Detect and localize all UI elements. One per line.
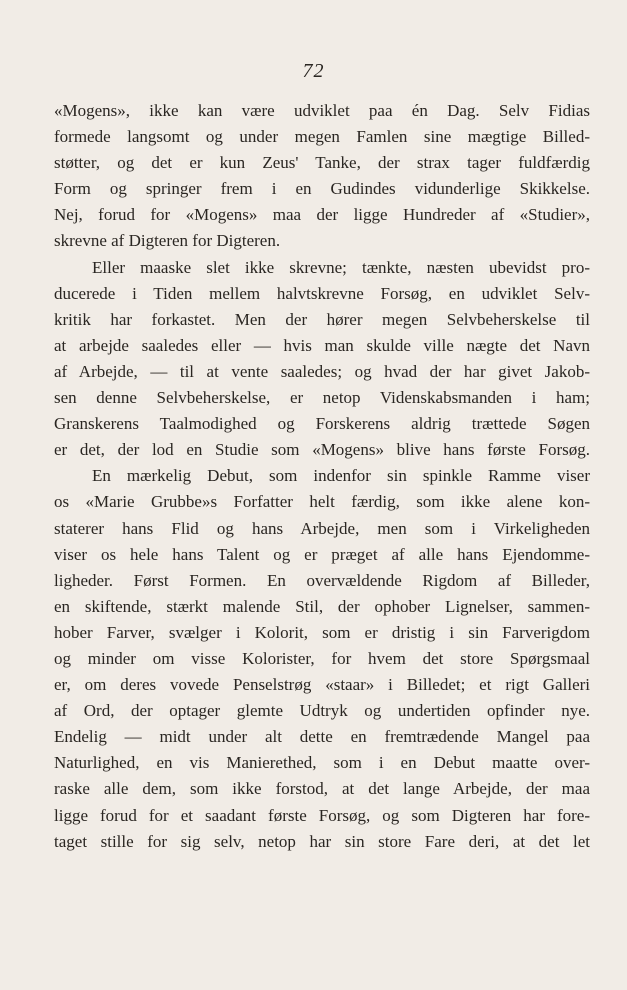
text-line: af Ord, der optager glemte Udtryk og undertiden opfinder nye. — [54, 701, 590, 721]
text-line: skrevne af Digteren for Digteren. — [54, 231, 281, 251]
text-line: taget stille for sig selv, netop har sin store Fare deri, at det let — [54, 831, 590, 851]
text-line: en skiftende, stærkt malende Stil, der ophober Lignelser, sammen- — [54, 596, 590, 616]
text-line: hober Farver, svælger i Kolorit, som er dristig i sin Farverigdom — [54, 622, 590, 642]
text-line: staterer hans Flid og hans Arbejde, men som i Virkeligheden — [54, 518, 590, 538]
text-line: os «Marie Grubbe»s Forfatter helt færdig, som ikke alene kon- — [54, 492, 590, 512]
text-line: ducerede i Tiden mellem halvtskrevne Forsøg, en udviklet Selv- — [54, 283, 590, 303]
text-line: ligheder. Først Formen. En overvældende Rigdom af Billeder, — [54, 570, 590, 590]
page-number: 72 — [302, 60, 325, 82]
text-line: støtter, og det er kun Zeus' Tanke, der strax tager fuldfærdig — [54, 153, 590, 173]
text-line: Form og springer frem i en Gudindes vidunderlige Skikkelse. — [54, 179, 590, 199]
text-line: Granskerens Taalmodighed og Forskerens aldrig trættede Søgen — [54, 414, 590, 434]
text-line: at arbejde saaledes eller — hvis man skulde ville nægte det Navn — [54, 335, 590, 355]
text-line: Nej, forud for «Mogens» maa der ligge Hundreder af «Studier», — [54, 205, 590, 225]
text-line: af Arbejde, — til at vente saaledes; og hvad der har givet Jakob- — [54, 361, 590, 381]
text-line: Endelig — midt under alt dette en fremtrædende Mangel paa — [54, 727, 590, 747]
text-line: viser os hele hans Talent og er præget af alle hans Ejendomme- — [54, 544, 590, 564]
text-line: raske alle dem, som ikke forstod, at det lange Arbejde, der maa — [54, 779, 590, 799]
text-line: Naturlighed, en vis Manierethed, som i en Debut maatte over- — [54, 753, 590, 773]
text-line: formede langsomt og under megen Famlen sine mægtige Billed- — [54, 127, 590, 147]
text-line: er, om deres vovede Penselstrøg «staar» i Billedet; et rigt Galleri — [54, 675, 590, 695]
body-text — [54, 98, 590, 855]
text-line: er det, der lod en Studie som «Mogens» blive hans første Forsøg. — [54, 440, 590, 460]
text-line: ligge forud for et saadant første Forsøg, og som Digteren har fore- — [54, 805, 590, 825]
text-line: «Mogens», ikke kan være udviklet paa én Dag. Selv Fidias — [54, 101, 590, 120]
text-line: Eller maaske slet ikke skrevne; tænkte, næsten ubevidst pro- — [92, 257, 590, 277]
text-line: sen denne Selvbeherskelse, er netop Videnskabsmanden i ham; — [54, 388, 590, 408]
text-line: kritik har forkastet. Men der hører megen Selvbeherskelse til — [54, 309, 590, 329]
text-line: En mærkelig Debut, som indenfor sin spinkle Ramme viser — [92, 466, 590, 486]
text-line: og minder om visse Kolorister, for hvem det store Spørgsmaal — [54, 648, 590, 668]
